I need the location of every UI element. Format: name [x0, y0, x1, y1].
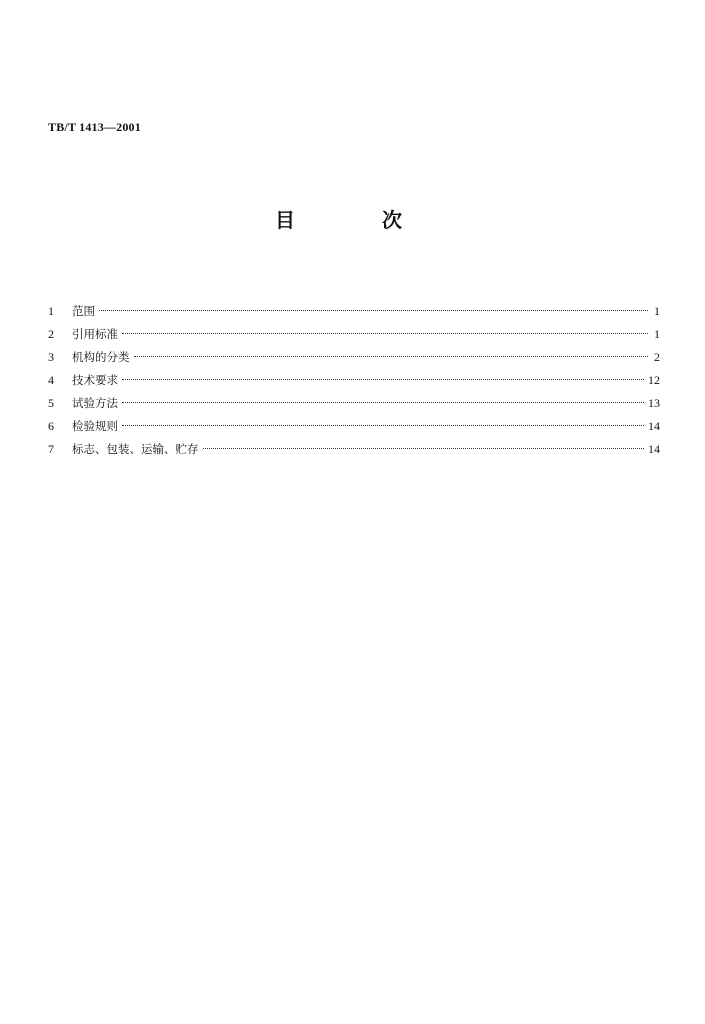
toc-entry-number: 1: [48, 304, 54, 318]
toc-title: 目 次: [275, 208, 442, 232]
toc-entry: [48, 392, 660, 415]
standard-code: TB/T 1413—2001: [48, 120, 141, 134]
toc-entry-number: 5: [48, 396, 54, 410]
toc-entry-page: 1: [654, 327, 660, 341]
toc-entry-page: 13: [648, 396, 660, 410]
toc-entry-label: 范围: [72, 304, 95, 318]
toc-entry-label: 试验方法: [72, 396, 118, 410]
toc-entry-label: 技术要求: [72, 373, 118, 387]
toc-entry-page: 2: [654, 350, 660, 364]
toc-entry-page: 1: [654, 304, 660, 318]
toc-entry-number: 6: [48, 419, 54, 433]
toc-entry-page: 14: [648, 442, 660, 456]
toc-entry-number: 4: [48, 373, 54, 387]
toc-entry-number: 2: [48, 327, 54, 341]
toc-leader-dots: [99, 310, 648, 311]
toc-entry: [48, 369, 660, 392]
toc-leader-dots: [203, 448, 645, 449]
toc-entry-number: 7: [48, 442, 54, 456]
toc-entry: [48, 415, 660, 438]
toc-entry: [48, 438, 660, 461]
toc-entry-page: 14: [648, 419, 660, 433]
toc-entry-number: 3: [48, 350, 54, 364]
toc-leader-dots: [122, 425, 644, 426]
toc-leader-dots: [122, 333, 648, 334]
toc-entry-label: 标志、包装、运输、贮存: [72, 442, 199, 456]
table-of-contents: [48, 300, 660, 461]
toc-leader-dots: [122, 402, 644, 403]
toc-leader-dots: [134, 356, 649, 357]
toc-entry: [48, 346, 660, 369]
toc-entry-page: 12: [648, 373, 660, 387]
toc-entry-label: 机构的分类: [72, 350, 130, 364]
toc-leader-dots: [122, 379, 644, 380]
toc-entry: [48, 323, 660, 346]
toc-entry-label: 检验规则: [72, 419, 118, 433]
toc-entry-label: 引用标准: [72, 327, 118, 341]
toc-entry: [48, 300, 660, 323]
